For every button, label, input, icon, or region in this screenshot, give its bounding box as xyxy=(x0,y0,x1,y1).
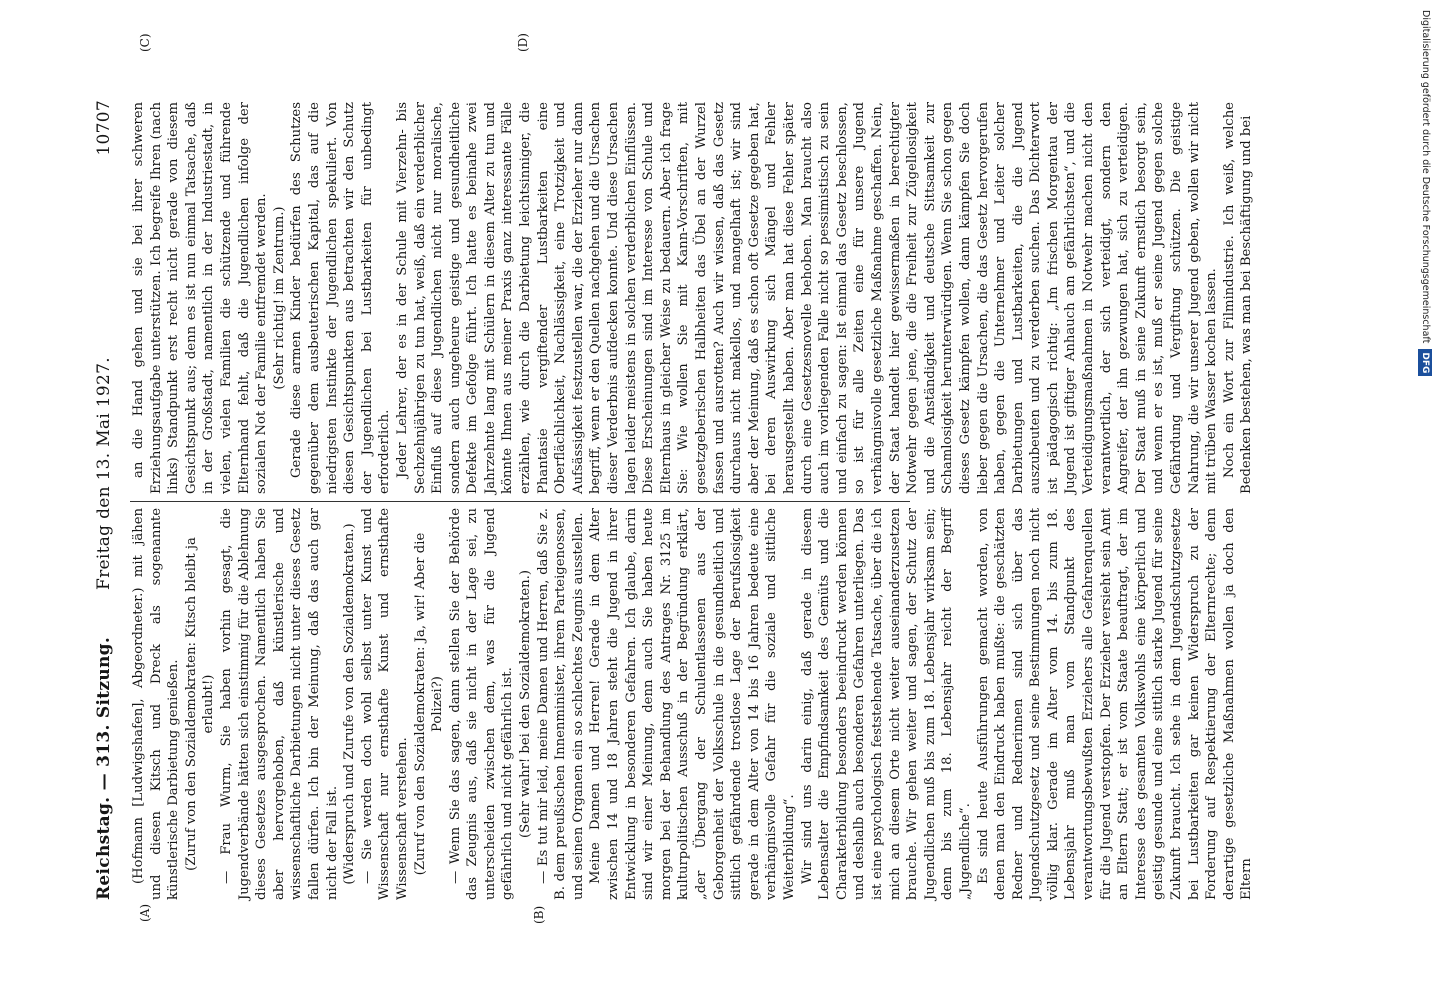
right-text-column xyxy=(130,102,1255,494)
header-date: Freitag den 13. Mai 1927. xyxy=(94,357,114,590)
paragraph: Noch ein Wort zur Filmindustrie. Ich weiß, welche Bedenken bestehen, was man bei Beschäftigung und bei xyxy=(1221,102,1255,494)
paragraph: Jeder Lehrer, der es in der Schule mit Vierzehn- bis Sechzehnjährigen zu tun hat, weiß, daß ein verderblicher Einfluß auf diese Jugendlichen nicht nur moralische, sondern auch ungeheure geistige und gesundheitliche Defekte im Gefolge führt. Ich hatte es beinahe zwei Jahrzehnte lang mit Schülern in diesem Alter zu tun und könnte Ihnen aus meiner Praxis ganz interessante Fälle erzählen, wie durch die Darbietung leichtsinniger, die Phantasie vergiftender Lustbarkeiten eine Oberflächlichkeit, Nachlässigkeit, eine Trotzigkeit und Aufsässigkeit festzustellen war, die der Erzieher nur dann begriff, wenn er den Quellen nachgehen und die Ursachen dieser Verderbnis aufdecken konnte. Und diese Ursachen lagen leider meistens in solchen verderblichen Einflüssen. Diese Erscheinungen sind im Interesse von Schule und Elternhaus in gleicher Weise zu bedauern. Aber ich frage Sie: Wie wollen Sie mit Kann-Vorschriften, mit gesetzgeberischen Halbheiten das Übel an der Wurzel fassen und ausrotten? Auch wir wissen, daß das Gesetz durchaus nicht makellos, und mangelhaft ist; wir sind aber der Meinung, daß es schon oft Gesetze gegeben hat, bei deren Auswirkung sich Mängel und Fehler herausgestellt haben. Aber man hat diese Fehler später durch eine Gesetzesnovelle behoben. Man braucht also auch im vorliegenden Falle nicht so pessimistisch zu sein und einfach zu sagen: Ist einmal das Gesetz beschlossen, so ist für alle Zeiten eine für unsere Jugend verhängnisvolle gesetzliche Maßnahme geschaffen. Nein, der Staat handelt hier gewissermaßen in berechtigter Notwehr gegen jene, die die Freiheit zur Zügellosigkeit und die Anständigkeit und deutsche Sittsamkeit zur Schamlosigkeit herunterwürdigen. Wenn Sie schon gegen dieses Gesetz kämpfen wollen, dann kämpfen Sie doch lieber gegen die Ursachen, die das Gesetz hervorgerufen haben, gegen die Unternehmer und Leiter solcher Darbietungen und Lustbarkeiten, die die Jugend auszubeuten und zu verderben suchen. Das Dichterwort ist pädagogisch richtig: „Im frischen Morgentau der Jugend ist giftiger Anhauch am gefährlichsten“, und die Verteidigungsmaßnahmen in Notwehr machen nicht den verantwortlich, der sich verteidigt, sondern den Angreifer, der ihn gezwungen hat, sich zu verteidigen. Der Staat muß in seine Zukunft ernstlich besorgt sein, und wenn er es ist, muß er seine Jugend gegen solche Gefährdung und Vergiftung schützen. Die geistige Nahrung, die wir unserer Jugend geben, wollen wir nicht mit trüben Wasser kochen lassen. xyxy=(394,102,1220,494)
credit-text: Digitalisierung gefördert durch die Deutsche Forschungsgemeinschaft xyxy=(1420,10,1431,344)
margin-mark-d: (D) xyxy=(516,33,530,52)
dfg-logo: DFG xyxy=(1418,349,1432,376)
column-divider xyxy=(130,501,910,502)
paragraph: Wir sind uns darin einig, daß gerade in diesem Lebensalter die Empfindsamkeit des Gemüts und die Charakterbildung besonders beeindruckt werden können und deshalb auch besonderen Gefahren unterliegen. Das ist eine psychologisch feststehende Tatsache, über die ich mich an diesem Orte nicht weiter auseinanderzusetzen brauche. Wir gehen weiter und sagen, der Schutz der Jugendlichen muß bis zum 18. Lebensjahr wirksam sein; denn bis zum 18. Lebensjahr reicht der Begriff „Jugendliche“. xyxy=(799,508,973,900)
paragraph: — Frau Wurm, Sie haben vorhin gesagt, die Jugendverbände hätten sich einstimmig für die Ablehnung dieses Gesetzes ausgesprochen. Namentlich haben Sie aber hervorgehoben, daß künstlerische und wissenschaftliche Darbietungen nicht unter dieses Gesetz fallen dürfen. Ich bin der Meinung, daß das auch gar nicht der Fall ist. xyxy=(218,508,340,900)
paragraph: Gerade diese armen Kinder bedürfen des Schutzes gegenüber dem ausbeuterischen Kapital, das auf die niedrigsten Instinkte der Jugendlichen spekuliert. Von diesen Gesichtspunkten aus betrachten wir den Schutz der Jugendlichen bei Lustbarkeiten für unbedingt erforderlich. xyxy=(289,102,393,494)
margin-mark-a: (A) xyxy=(138,903,152,922)
margin-mark-b: (B) xyxy=(532,905,546,924)
page-header xyxy=(90,100,126,900)
page-number: 10707 xyxy=(94,100,114,156)
paragraph: — Sie werden doch wohl selbst unter Kunst und Wissenschaft nur ernsthafte Kunst und ernsthafte Wissenschaft verstehen. xyxy=(359,508,410,900)
digitization-credit xyxy=(1416,10,1434,990)
interjection: (Widerspruch und Zurufe von den Sozialdemokraten.) xyxy=(342,523,358,885)
left-text-column xyxy=(130,508,1255,900)
interjection: (Zuruf von den Sozialdemokraten: Ja, wir! Aber die Polizei?) xyxy=(412,532,446,876)
interjection: (Sehr richtig! im Zentrum.) xyxy=(271,206,287,390)
header-session: Reichstag. — 313. Sitzung. xyxy=(94,636,114,900)
paragraph: an die Hand gehen und sie bei ihrer schweren Erziehungsaufgabe unterstützen. Ich begreife Ihren (nach links) Standpunkt erst recht nicht gerade von diesem Gesichtspunkt aus; denn es ist nun einmal Tatsache, daß in der Großstadt, namentlich in der Industriestadt, in vielen, vielen Familien die schützende und führende Elternhand fehlt, daß die Jugendlichen infolge der sozialen Not der Familie entfremdet werden. xyxy=(131,102,270,494)
paragraph: — Wenn Sie das sagen, dann stellen Sie der Behörde das Zeugnis aus, daß sie nicht in der Lage sei, zu unterscheiden zwischen dem, was für die Jugend gefährlich und nicht gefährlich ist. xyxy=(447,508,516,900)
paragraph: Meine Damen und Herren! Gerade in dem Alter zwischen 14 und 18 Jahren steht die Jugend in ihrer Entwicklung in besonderen Gefahren. Ich glaube, darin sind wir einer Meinung, denn auch Sie haben heute morgen bei der Behandlung des Antrages Nr. 3125 im kulturpolitischen Ausschuß in der Begründung erklärt, „der Übergang der Schulentlassenen aus der Geborgenheit der Volksschule in die gesundheitlich und sittlich gefährdende trostlose Lage der Berufslosigkeit gerade in dem Alter von 14 bis 16 Jahren bedeute eine verhängnisvolle Gefahr für die soziale und sittliche Weiterbildung“. xyxy=(588,508,797,900)
interjection: (Zuruf von den Sozialdemokraten: Kitsch bleibt ja erlaubt!) xyxy=(183,537,217,871)
paragraph: Es sind heute Ausführungen gemacht worden, von denen man den Eindruck haben mußte: die geschätzten Redner und Rednerinnen sind sich über das Jugendschutzgesetz und seine Bestimmungen noch nicht völlig klar. Gerade im Alter vom 14. bis zum 18. Lebensjahr muß man vom Standpunkt des verantwortungsbewußten Erziehers alle Gefahrenquellen für die Jugend verstopfen. Der Erzieher versieht sein Amt an Eltern Statt; er ist vom Staate beauftragt, der im Interesse des gesamten Volkswohls eine körperlich und geistig gesunde und eine sittlich starke Jugend für seine Zukunft braucht. Ich sehe in dem Jugendschutzgesetze bei Lustbarkeiten gar keinen Widerspruch zu der Forderung auf Respektierung der Elternrechte; denn derartige gesetzliche Maßnahmen wollen ja doch den Eltern xyxy=(975,508,1255,900)
paragraph: (Hofmann [Ludwigshafen], Abgeordneter.) mit jähen und diesen Kitsch und Dreck als sogenannte künstlerische Darbietung genießen. xyxy=(131,508,182,900)
margin-mark-c: (C) xyxy=(138,33,152,52)
paragraph: — Es tut mir leid, meine Damen und Herren, daß Sie z. B. dem preußischen Innenminister, ihrem Parteigenossen, und seinen Organen ein so schlechtes Zeugnis ausstellen. xyxy=(535,508,586,900)
interjection: (Sehr wahr! bei den Sozialdemokraten.) xyxy=(518,570,534,838)
